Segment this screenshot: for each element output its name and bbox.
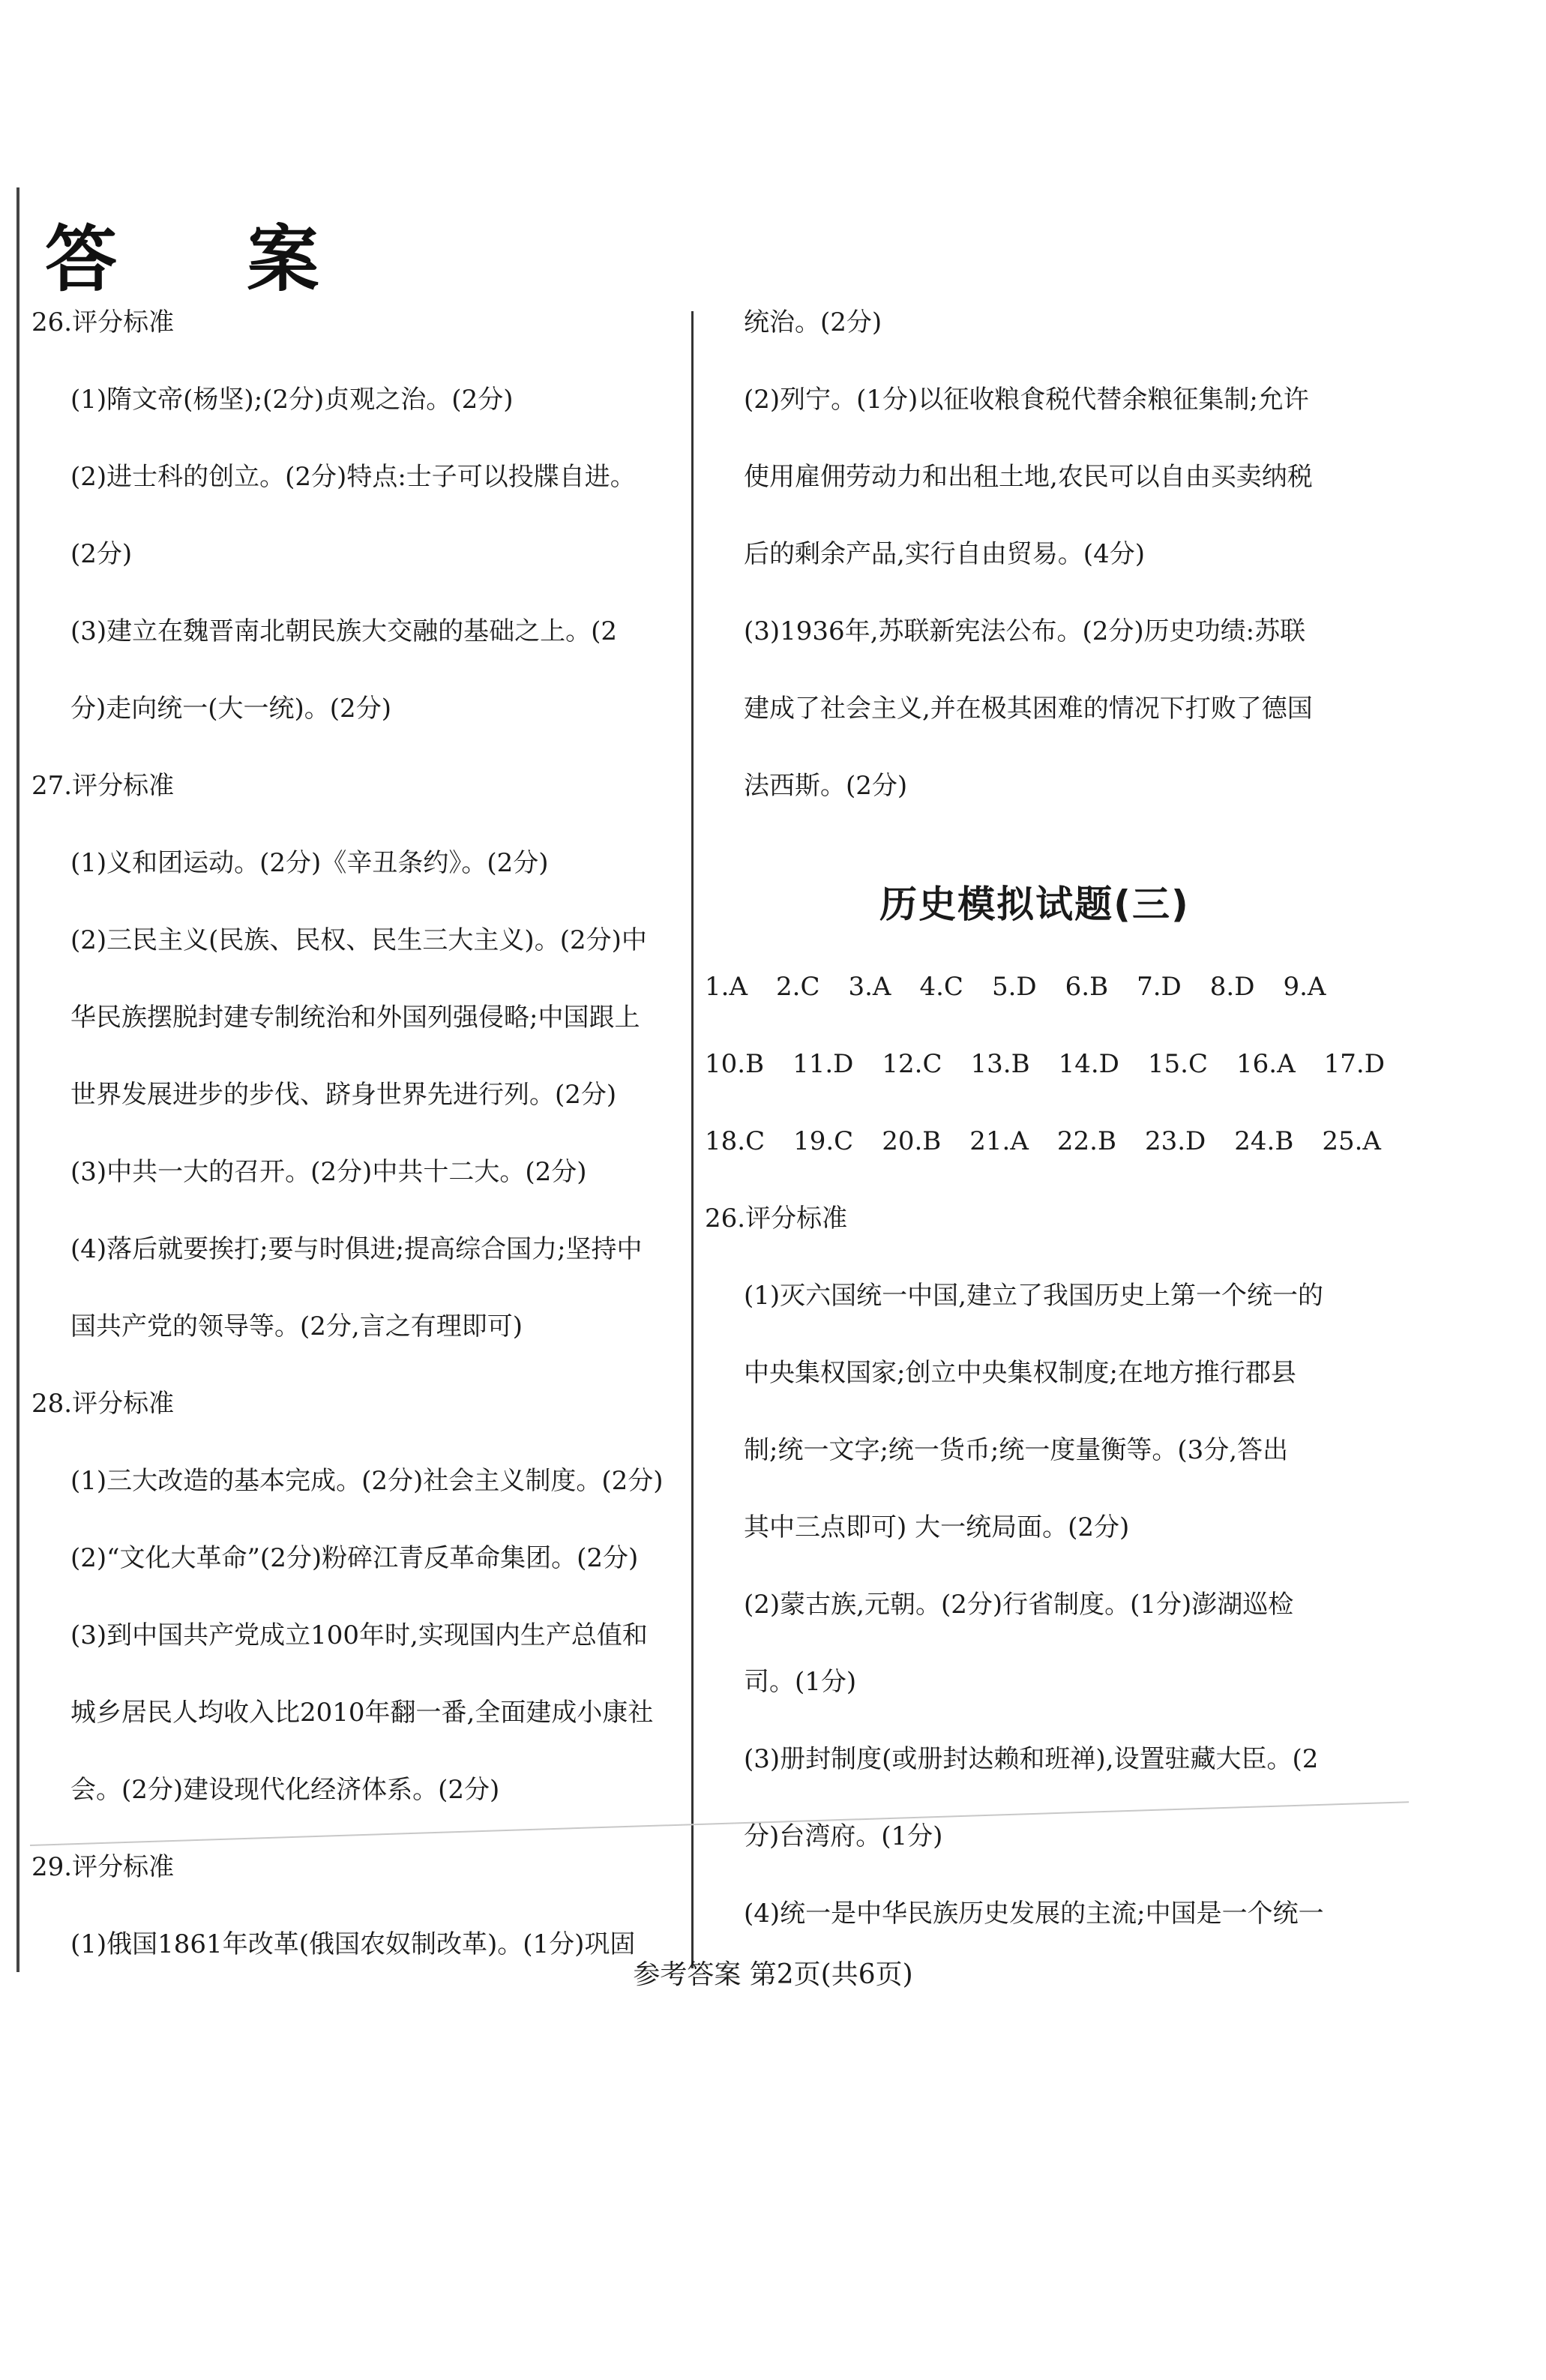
mcq-answers <box>705 968 1385 1200</box>
mcq-answer: 16.A <box>1236 1049 1296 1079</box>
page-title: 答 案 <box>45 217 372 301</box>
answer-line: (3)建立在魏晋南北朝民族大交融的基础之上。(2 <box>70 616 618 646</box>
mcq-answer: 14.D <box>1058 1049 1119 1079</box>
question-heading: 26.评分标准 <box>31 307 175 337</box>
mcq-answer: 17.D <box>1323 1049 1385 1079</box>
answer-line: (2分) <box>70 539 133 569</box>
question-heading: 26.评分标准 <box>705 1203 848 1233</box>
mcq-answer: 2.C <box>776 972 820 1002</box>
answer-line: 世界发展进步的步伐、跻身世界先进行列。(2分) <box>70 1080 617 1110</box>
answer-line: 其中三点即可) 大一统局面。(2分) <box>744 1512 1130 1542</box>
answer-line: 分)台湾府。(1分) <box>744 1821 943 1851</box>
right-column-top <box>705 304 1365 844</box>
mcq-answer: 9.A <box>1283 972 1326 1002</box>
answer-line: (4)落后就要挨打;要与时俱进;提高综合国力;坚持中 <box>70 1234 643 1264</box>
answer-line: (4)统一是中华民族历史发展的主流;中国是一个统一 <box>744 1899 1324 1929</box>
answer-line: 城乡居民人均收入比2010年翻一番,全面建成小康社 <box>70 1698 654 1728</box>
mcq-answer: 4.C <box>919 972 963 1002</box>
answer-line: 制;统一文字;统一货币;统一度量衡等。(3分,答出 <box>744 1435 1289 1465</box>
mcq-answer: 5.D <box>991 972 1037 1002</box>
mcq-answer: 23.D <box>1144 1126 1206 1156</box>
mcq-answer: 7.D <box>1137 972 1182 1002</box>
column-divider <box>691 311 694 1968</box>
answer-line: (3)到中国共产党成立100年时,实现国内生产总值和 <box>70 1620 648 1650</box>
mcq-row <box>705 1045 1385 1123</box>
answer-line: (1)义和团运动。(2分)《辛丑条约》。(2分) <box>70 848 549 878</box>
answer-line: (3)中共一大的召开。(2分)中共十二大。(2分) <box>70 1157 587 1187</box>
answer-line: (2)“文化大革命”(2分)粉碎江青反革命集团。(2分) <box>70 1543 639 1573</box>
answer-line: 华民族摆脱封建专制统治和外国列强侵略;中国跟上 <box>70 1003 640 1033</box>
mcq-answer: 1.A <box>705 972 748 1002</box>
mcq-answer: 11.D <box>792 1049 854 1079</box>
answer-line: 中央集权国家;创立中央集权制度;在地方推行郡县 <box>744 1358 1296 1388</box>
mcq-answer: 13.B <box>970 1049 1030 1079</box>
question-heading: 28.评分标准 <box>31 1389 175 1419</box>
mcq-answer: 20.B <box>882 1126 942 1156</box>
left-column <box>31 304 684 2003</box>
answer-line: (1)俄国1861年改革(俄国农奴制改革)。(1分)巩固 <box>70 1929 636 1959</box>
answer-line: 国共产党的领导等。(2分,言之有理即可) <box>70 1311 523 1341</box>
answer-line: 分)走向统一(大一统)。(2分) <box>70 694 391 724</box>
answer-line: 统治。(2分) <box>744 307 882 337</box>
answer-line: (1)三大改造的基本完成。(2分)社会主义制度。(2分) <box>70 1466 664 1496</box>
answer-line: (2)进士科的创立。(2分)特点:士子可以投牒自进。 <box>70 462 636 492</box>
answer-line: 后的剩余产品,实行自由贸易。(4分) <box>744 539 1145 569</box>
mcq-answer: 25.A <box>1322 1126 1381 1156</box>
mcq-answer: 24.B <box>1234 1126 1294 1156</box>
answer-line: (2)三民主义(民族、民权、民生三大主义)。(2分)中 <box>70 925 647 955</box>
mcq-row <box>705 1123 1381 1200</box>
answer-line: 司。(1分) <box>744 1667 857 1697</box>
page-footer: 参考答案 第2页(共6页) <box>633 1959 913 1990</box>
binding-rule <box>16 187 19 1972</box>
mcq-answer: 18.C <box>705 1126 766 1156</box>
question-heading: 27.评分标准 <box>31 771 175 801</box>
answer-line: (2)蒙古族,元朝。(2分)行省制度。(1分)澎湖巡检 <box>744 1590 1294 1620</box>
answer-line: (3)1936年,苏联新宪法公布。(2分)历史功绩:苏联 <box>744 616 1306 646</box>
question-heading: 29.评分标准 <box>31 1852 175 1882</box>
answer-line: 会。(2分)建设现代化经济体系。(2分) <box>70 1775 500 1805</box>
mcq-answer: 10.B <box>705 1049 765 1079</box>
answer-line: 法西斯。(2分) <box>744 771 908 801</box>
mcq-answer: 19.C <box>793 1126 854 1156</box>
mcq-answer: 8.D <box>1209 972 1255 1002</box>
mcq-answer: 6.B <box>1065 972 1109 1002</box>
mcq-row <box>705 968 1365 1045</box>
answer-line: (1)灭六国统一中国,建立了我国历史上第一个统一的 <box>744 1281 1323 1311</box>
answer-line: (3)册封制度(或册封达赖和班禅),设置驻藏大臣。(2 <box>744 1744 1319 1774</box>
section-title: 历史模拟试题(三) <box>879 883 1190 926</box>
answer-line: (1)隋文帝(杨坚);(2分)贞观之治。(2分) <box>70 385 514 415</box>
mcq-answer: 15.C <box>1147 1049 1208 1079</box>
right-column-bottom <box>705 1200 1365 1972</box>
right-column <box>705 304 1385 1972</box>
mcq-answer: 12.C <box>882 1049 942 1079</box>
mcq-answer: 22.B <box>1056 1126 1116 1156</box>
mcq-answer: 21.A <box>969 1126 1029 1156</box>
answer-line: 建成了社会主义,并在极其困难的情况下打败了德国 <box>744 694 1313 724</box>
mcq-answer: 3.A <box>848 972 891 1002</box>
answer-line: 使用雇佣劳动力和出租土地,农民可以自由买卖纳税 <box>744 462 1313 492</box>
answer-line: (2)列宁。(1分)以征收粮食税代替余粮征集制;允许 <box>744 385 1309 415</box>
